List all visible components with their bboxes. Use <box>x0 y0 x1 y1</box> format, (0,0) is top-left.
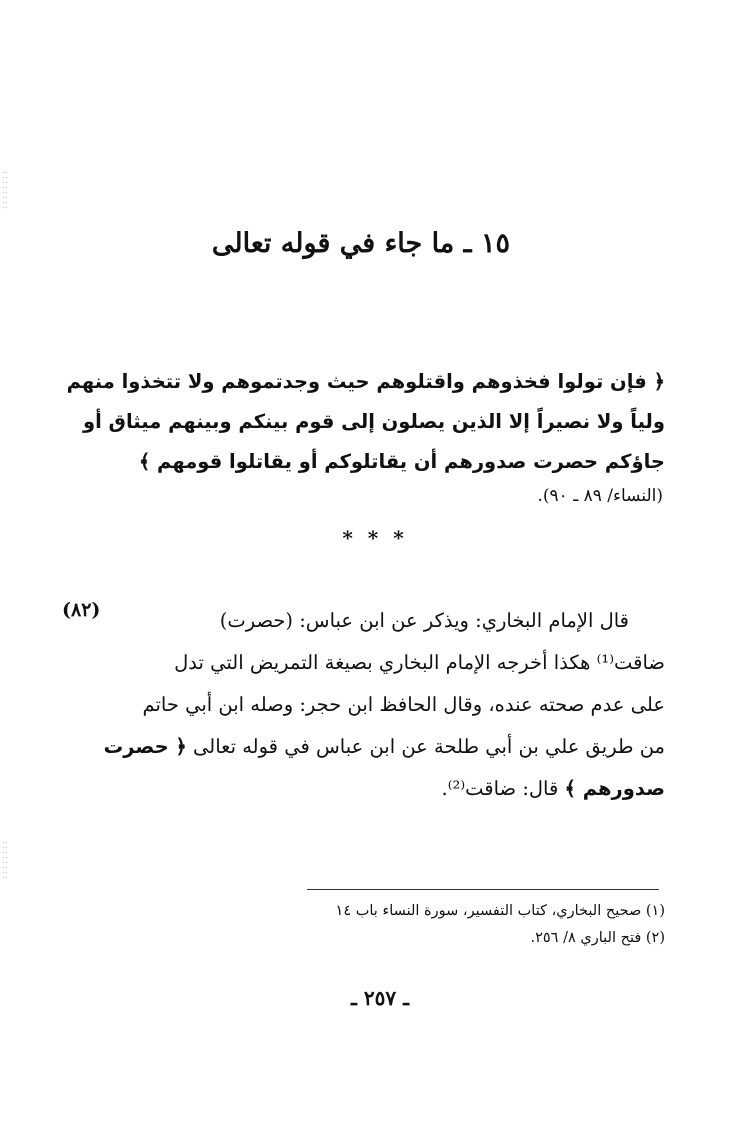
narration-paragraph <box>103 600 665 810</box>
footnote-divider <box>307 889 659 890</box>
narration-text: قال: ضاقت⁽²⁾. <box>441 777 565 800</box>
narration-line <box>103 726 665 768</box>
quran-verse-line: ولياً ولا نصيراً إلا الذين يصلون إلى قوم بينكم وبينهم ميثاق أو <box>82 410 665 433</box>
narration-line <box>130 768 665 810</box>
scan-speck <box>2 170 8 210</box>
footnotes <box>300 898 665 952</box>
narration-line: ضاقت⁽¹⁾ هكذا أخرجه الإمام البخاري بصيغة التمريض التي تدل <box>174 651 665 674</box>
section-separator: * * * <box>342 526 408 550</box>
narration-number: (٨٢) <box>62 599 101 621</box>
narration-line: على عدم صحته عنده، وقال الحافظ ابن حجر: وصله ابن أبي حاتم <box>142 693 665 716</box>
quran-quote: صدورهم ﴾ <box>564 777 665 800</box>
narration-text: من طريق علي بن أبي طلحة عن ابن عباس في قوله تعالى <box>193 735 665 758</box>
verse-reference: (النساء/ ٨٩ ـ ٩٠). <box>537 486 663 506</box>
narration-line: قال الإمام البخاري: ويذكر عن ابن عباس: (حصرت) <box>219 609 629 632</box>
quran-verse-line: ﴿ فإن تولوا فخذوهم واقتلوهم حيث وجدتموهم ولا تتخذوا منهم <box>66 370 665 393</box>
scan-speck <box>2 840 8 880</box>
quran-quote: ﴿ حصرت <box>103 735 187 758</box>
footnote: (٢) فتح الباري ٨/ ٢٥٦. <box>530 930 665 946</box>
footnote: (١) صحيح البخاري، كتاب التفسير، سورة النساء باب ١٤ <box>335 903 665 919</box>
page-number: ـ ٢٥٧ ـ <box>351 986 409 1010</box>
quran-verse <box>66 362 665 482</box>
quran-verse-line: جاؤكم حصرت صدورهم أن يقاتلوكم أو يقاتلوا قومهم ﴾ <box>138 450 665 473</box>
chapter-title: ١٥ ـ ما جاء في قوله تعالى <box>211 228 510 259</box>
